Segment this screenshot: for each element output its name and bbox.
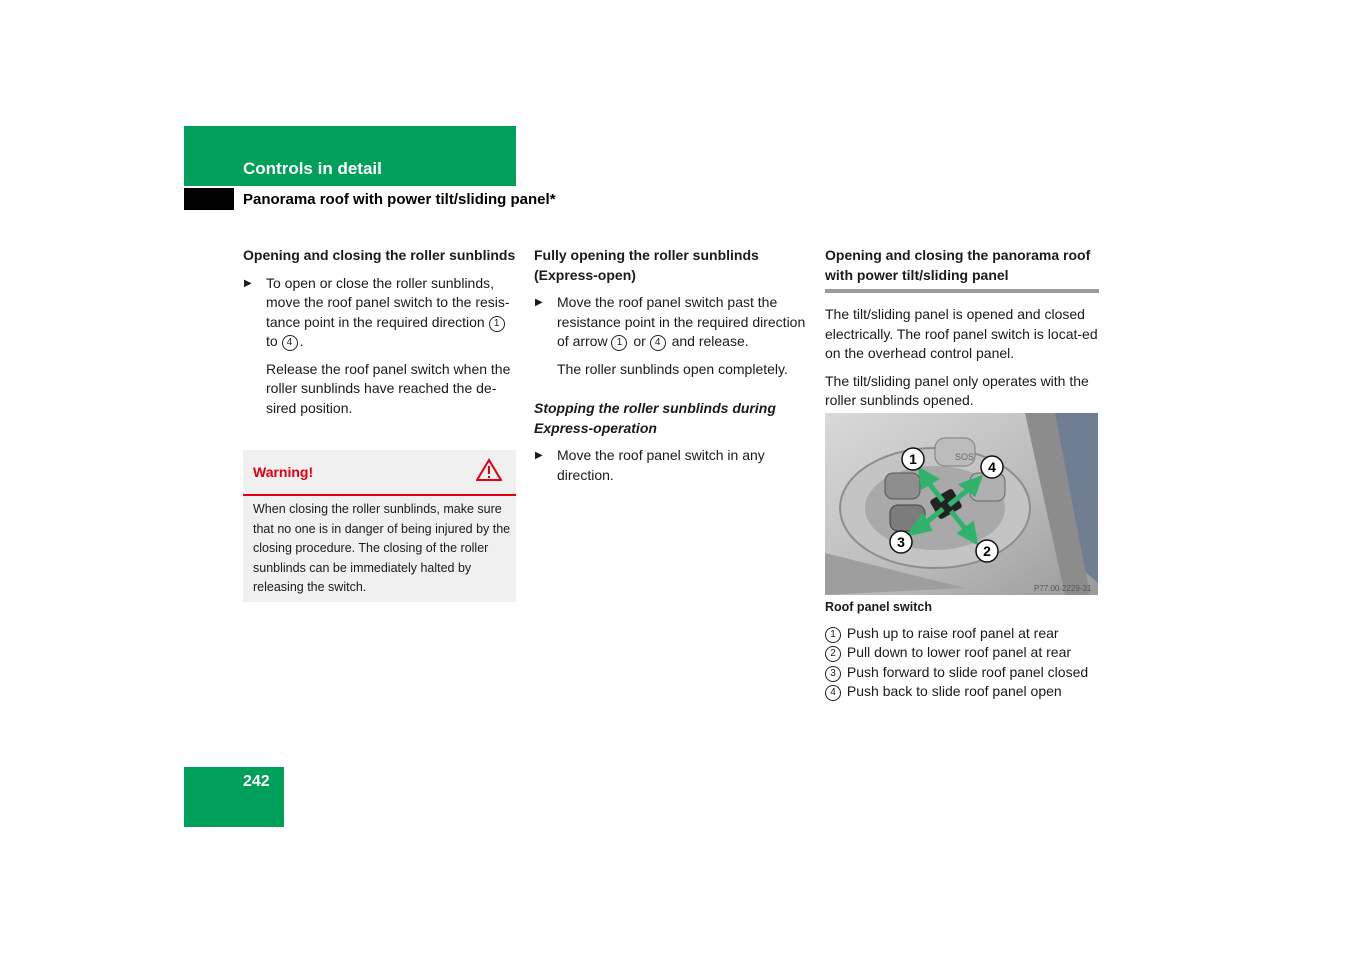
warning-header bbox=[243, 450, 516, 496]
warning-triangle-icon bbox=[476, 458, 502, 487]
heading-panorama-roof: Opening and closing the panorama roof with power tilt/sliding panel bbox=[825, 246, 1099, 293]
svg-text:4: 4 bbox=[988, 459, 996, 475]
page-subtitle: Panorama roof with power tilt/sliding panel* bbox=[243, 191, 556, 208]
instruction-result: The roller sunblinds open completely. bbox=[557, 360, 788, 377]
svg-text:1: 1 bbox=[909, 451, 917, 467]
figure-legend bbox=[825, 624, 1105, 701]
section-tab-marker bbox=[184, 188, 234, 210]
number-4-icon: 4 bbox=[650, 335, 666, 351]
section-title: Controls in detail bbox=[243, 159, 382, 178]
warning-title: Warning! bbox=[253, 464, 314, 480]
number-1-icon: 1 bbox=[611, 335, 627, 351]
page-number: 242 bbox=[243, 773, 270, 790]
instruction-step: ▶ Move the roof panel switch in any direction. bbox=[535, 447, 765, 483]
paragraph: The tilt/sliding panel is opened and closed electrically. The roof panel switch is locat-ed on the overhead control panel. bbox=[825, 306, 1098, 361]
warning-box bbox=[243, 450, 516, 602]
heading-express-open: Fully opening the roller sunblinds (Express-open) bbox=[534, 247, 759, 283]
roof-panel-switch-figure bbox=[825, 413, 1098, 595]
number-1-icon: 1 bbox=[825, 627, 841, 643]
figure-caption: Roof panel switch bbox=[825, 600, 932, 614]
svg-text:2: 2 bbox=[983, 543, 991, 559]
instruction-step: ▶ To open or close the roller sunblinds, move the roof panel switch to the resis-tance point in the required direction 1 to 4 . bbox=[244, 274, 510, 349]
svg-text:3: 3 bbox=[897, 534, 905, 550]
column-panorama-roof bbox=[825, 246, 1099, 419]
legend-item: 2 Pull down to lower roof panel at rear bbox=[825, 643, 1105, 662]
paragraph: The tilt/sliding panel only operates with the roller sunblinds opened. bbox=[825, 372, 1089, 408]
bullet-arrow-icon: ▶ bbox=[535, 450, 543, 461]
heading-roller-sunblinds: Opening and closing the roller sunblinds bbox=[243, 247, 516, 263]
legend-item: 1 Push up to raise roof panel at rear bbox=[825, 624, 1105, 643]
legend-item: 4 Push back to slide roof panel open bbox=[825, 682, 1105, 701]
number-1-icon: 1 bbox=[489, 316, 505, 332]
svg-text:SOS: SOS bbox=[955, 452, 975, 462]
heading-stopping: Stopping the roller sunblinds during Express-operation bbox=[534, 400, 776, 436]
number-4-icon: 4 bbox=[282, 335, 298, 351]
number-3-icon: 3 bbox=[825, 666, 841, 682]
number-4-icon: 4 bbox=[825, 685, 841, 701]
instruction-note: Release the roof panel switch when the roller sunblinds have reached the de-sired position. bbox=[266, 360, 511, 416]
bullet-arrow-icon: ▶ bbox=[244, 277, 252, 289]
column-express-open bbox=[534, 246, 809, 493]
number-2-icon: 2 bbox=[825, 646, 841, 662]
warning-text: When closing the roller sunblinds, make sure that no one is in danger of being injured by the closing procedure. The closing of the roller sunblinds can be immediately halted by releasing the switch. bbox=[253, 502, 511, 594]
instruction-step: ▶ Move the roof panel switch past the resistance point in the required direction of arrow 1 or 4 and release. bbox=[535, 294, 806, 349]
column-roller-sunblinds bbox=[243, 246, 518, 426]
bullet-arrow-icon: ▶ bbox=[535, 297, 543, 308]
legend-item: 3 Push forward to slide roof panel closed bbox=[825, 663, 1105, 682]
figure-code: P77.00-2229-31 bbox=[1034, 584, 1092, 593]
